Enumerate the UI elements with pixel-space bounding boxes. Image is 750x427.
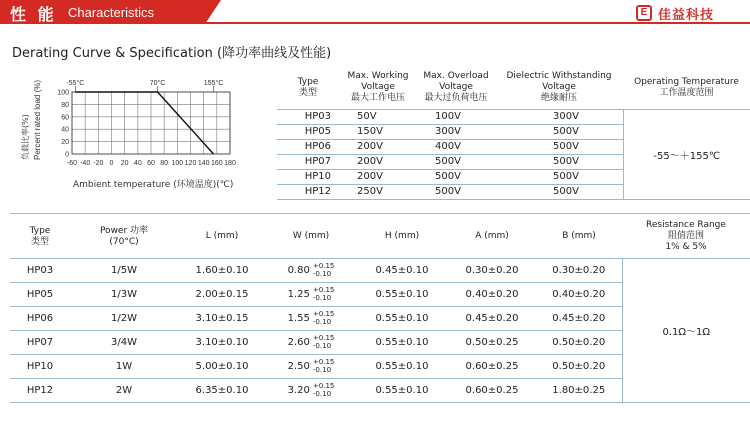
spec-cell-dielectric: 500V xyxy=(495,169,623,184)
dim-cell-h: 0.55±0.10 xyxy=(356,282,448,306)
dim-cell-a: 0.40±0.20 xyxy=(448,282,536,306)
dim-cell-w-plus: +0.15 xyxy=(312,286,335,294)
chart-annotation-label: 70°C xyxy=(149,80,166,87)
spec-cell-overload: 300V xyxy=(417,124,495,139)
dim-cell-type: HP03 xyxy=(10,258,70,282)
spec-header-operating-temp: Operating Temperature 工作温度范围 xyxy=(623,67,750,109)
chart-annotation-label: -55°C xyxy=(66,80,85,87)
dim-cell-w xyxy=(266,354,356,378)
dim-cell-w-value: 1.55 xyxy=(287,312,310,324)
spec-cell-type: HP06 xyxy=(277,139,339,154)
chart-x-tick-label: 120 xyxy=(184,160,197,167)
chart-xlabel: Ambient temperature (环境温度)(℃) xyxy=(73,180,234,190)
dim-cell-a: 0.45±0.20 xyxy=(448,306,536,330)
dim-cell-h: 0.55±0.10 xyxy=(356,378,448,402)
dim-cell-w-minus: -0.10 xyxy=(312,390,332,398)
dim-cell-w xyxy=(266,306,356,330)
spec-header-working-voltage: Max. Working Voltage 最大工作电压 xyxy=(339,67,417,109)
dim-cell-b: 0.30±0.20 xyxy=(536,258,622,282)
spec-cell-type: HP07 xyxy=(277,154,339,169)
chart-x-tick-label: 80 xyxy=(160,160,169,167)
dim-header-resistance: Resistance Range 阻值范围 1% & 5% xyxy=(622,216,750,258)
spec-cell-type: HP12 xyxy=(277,184,339,199)
spec-cell-dielectric: 500V xyxy=(495,184,623,199)
chart-x-tick-label: 160 xyxy=(210,160,223,167)
dim-cell-w-plus: +0.15 xyxy=(312,382,335,390)
dim-cell-type: HP12 xyxy=(10,378,70,402)
dim-cell-power: 2W xyxy=(70,378,178,402)
spec-cell-type: HP05 xyxy=(277,124,339,139)
dim-cell-w xyxy=(266,258,356,282)
dim-cell-w-value: 0.80 xyxy=(287,264,310,276)
chart-annotation-label: 155°C xyxy=(203,80,224,87)
dim-body xyxy=(10,258,750,402)
dim-cell-l: 3.10±0.10 xyxy=(178,330,266,354)
spec-table xyxy=(277,67,750,200)
dim-cell-type: HP05 xyxy=(10,282,70,306)
dim-cell-a: 0.50±0.25 xyxy=(448,330,536,354)
spec-cell-dielectric: 300V xyxy=(495,109,623,124)
spec-cell-working: 200V xyxy=(339,169,417,184)
dim-cell-a: 0.60±0.25 xyxy=(448,354,536,378)
derating-chart xyxy=(30,80,250,190)
spec-row xyxy=(277,109,750,124)
spec-cell-overload: 100V xyxy=(417,109,495,124)
dim-cell-power: 1W xyxy=(70,354,178,378)
dim-cell-w-plus: +0.15 xyxy=(312,334,335,342)
brand-logo-icon: E xyxy=(636,5,652,21)
dim-cell-h: 0.55±0.10 xyxy=(356,306,448,330)
dim-cell-w-minus: -0.10 xyxy=(312,270,332,278)
chart-y-tick-label: 80 xyxy=(61,101,69,109)
dim-cell-l: 6.35±0.10 xyxy=(178,378,266,402)
header-bar xyxy=(0,0,750,28)
dim-cell-b: 1.80±0.25 xyxy=(536,378,622,402)
dim-cell-l: 5.00±0.10 xyxy=(178,354,266,378)
spec-cell-overload: 500V xyxy=(417,169,495,184)
dim-cell-type: HP07 xyxy=(10,330,70,354)
chart-x-tick-label: -20 xyxy=(93,160,104,167)
spec-cell-overload: 400V xyxy=(417,139,495,154)
dim-cell-w-value: 2.50 xyxy=(287,360,310,372)
spec-cell-type: HP03 xyxy=(277,109,339,124)
dim-cell-type: HP10 xyxy=(10,354,70,378)
dim-header-w: W (mm) xyxy=(266,216,356,258)
dim-cell-w-value: 3.20 xyxy=(287,384,310,396)
spec-header-type: Type 类型 xyxy=(277,67,339,109)
spec-cell-dielectric: 500V xyxy=(495,124,623,139)
dim-cell-l: 2.00±0.15 xyxy=(178,282,266,306)
dim-cell-a: 0.60±0.25 xyxy=(448,378,536,402)
chart-series-line xyxy=(75,92,213,154)
brand-name: 佳益科技 xyxy=(658,7,715,23)
chart-y-tick-label: 20 xyxy=(61,139,69,147)
brand xyxy=(636,4,714,22)
dim-cell-resistance-range: 0.1Ω～1Ω xyxy=(622,258,750,402)
dim-cell-a: 0.30±0.20 xyxy=(448,258,536,282)
dim-cell-l: 1.60±0.10 xyxy=(178,258,266,282)
chart-y-tick-label: 100 xyxy=(57,89,69,97)
dimension-table xyxy=(10,216,750,403)
dim-cell-w xyxy=(266,330,356,354)
dim-cell-w-minus: -0.10 xyxy=(312,342,332,350)
dim-cell-b: 0.50±0.20 xyxy=(536,354,622,378)
dim-cell-power: 1/2W xyxy=(70,306,178,330)
dim-cell-w-plus: +0.15 xyxy=(312,262,335,270)
dim-header-l: L (mm) xyxy=(178,216,266,258)
derating-chart-svg xyxy=(30,80,250,190)
dim-header-h: H (mm) xyxy=(356,216,448,258)
spec-cell-dielectric: 500V xyxy=(495,139,623,154)
spec-cell-type: HP10 xyxy=(277,169,339,184)
spec-cell-working: 250V xyxy=(339,184,417,199)
dim-row xyxy=(10,258,750,282)
dim-header-row xyxy=(10,216,750,258)
chart-x-tick-label: 60 xyxy=(147,160,155,167)
dim-cell-l: 3.10±0.15 xyxy=(178,306,266,330)
chart-x-tick-label: 0 xyxy=(109,160,114,167)
spec-cell-overload: 500V xyxy=(417,154,495,169)
dim-cell-power: 3/4W xyxy=(70,330,178,354)
chart-y-tick-label: 40 xyxy=(61,126,69,134)
dim-cell-b: 0.45±0.20 xyxy=(536,306,622,330)
chart-x-tick-label: 40 xyxy=(133,160,142,167)
dim-cell-h: 0.55±0.10 xyxy=(356,354,448,378)
chart-x-tick-label: 100 xyxy=(171,160,184,167)
chart-x-tick-label: -40 xyxy=(80,160,91,167)
dim-cell-h: 0.45±0.10 xyxy=(356,258,448,282)
spec-cell-working: 200V xyxy=(339,139,417,154)
dim-header-type: Type 类型 xyxy=(10,216,70,258)
chart-y-tick-label: 60 xyxy=(61,114,69,122)
chart-x-tick-label: -60 xyxy=(66,160,78,167)
chart-x-tick-label: 20 xyxy=(120,160,129,167)
chart-x-tick-label: 140 xyxy=(197,160,210,167)
dim-cell-b: 0.40±0.20 xyxy=(536,282,622,306)
chart-y-tick-label: 0 xyxy=(65,151,69,159)
dim-cell-w-plus: +0.15 xyxy=(312,358,335,366)
chart-ylabel-en: Percent rated load (%) xyxy=(33,79,42,160)
dim-cell-power: 1/5W xyxy=(70,258,178,282)
dim-cell-w xyxy=(266,378,356,402)
dim-cell-w-value: 2.60 xyxy=(287,336,310,348)
section-title: Derating Curve & Specification (降功率曲线及性能) xyxy=(12,46,332,61)
dim-cell-w-plus: +0.15 xyxy=(312,310,335,318)
spec-cell-overload: 500V xyxy=(417,184,495,199)
dim-cell-type: HP06 xyxy=(10,306,70,330)
dim-cell-w-minus: -0.10 xyxy=(312,366,332,374)
spec-header-dielectric-voltage: Dielectric Withstanding Voltage 绝缘耐压 xyxy=(495,67,623,109)
dim-cell-power: 1/3W xyxy=(70,282,178,306)
spec-cell-working: 200V xyxy=(339,154,417,169)
dim-cell-w-value: 1.25 xyxy=(287,288,310,300)
header-title-en: Characteristics xyxy=(68,5,154,20)
chart-x-tick-label: 180 xyxy=(224,160,236,167)
dim-cell-w-minus: -0.10 xyxy=(312,318,332,326)
dim-cell-w-minus: -0.10 xyxy=(312,294,332,302)
section-divider xyxy=(10,213,750,214)
dim-header-a: A (mm) xyxy=(448,216,536,258)
spec-cell-operating-temp: -55～＋155℃ xyxy=(623,109,750,199)
header-title-cn: 性 能 xyxy=(10,5,57,24)
dim-header-power: Power 功率 (70°C) xyxy=(70,216,178,258)
spec-header-row xyxy=(277,67,750,109)
dim-cell-b: 0.50±0.20 xyxy=(536,330,622,354)
spec-body xyxy=(277,109,750,199)
dim-header-b: B (mm) xyxy=(536,216,622,258)
dim-cell-h: 0.55±0.10 xyxy=(356,330,448,354)
dim-cell-w xyxy=(266,282,356,306)
spec-cell-dielectric: 500V xyxy=(495,154,623,169)
spec-cell-working: 50V xyxy=(339,109,417,124)
chart-ylabel-cn: 负载比率(%) xyxy=(21,114,30,160)
spec-cell-working: 150V xyxy=(339,124,417,139)
spec-header-overload-voltage: Max. Overload Voltage 最大过负荷电压 xyxy=(417,67,495,109)
